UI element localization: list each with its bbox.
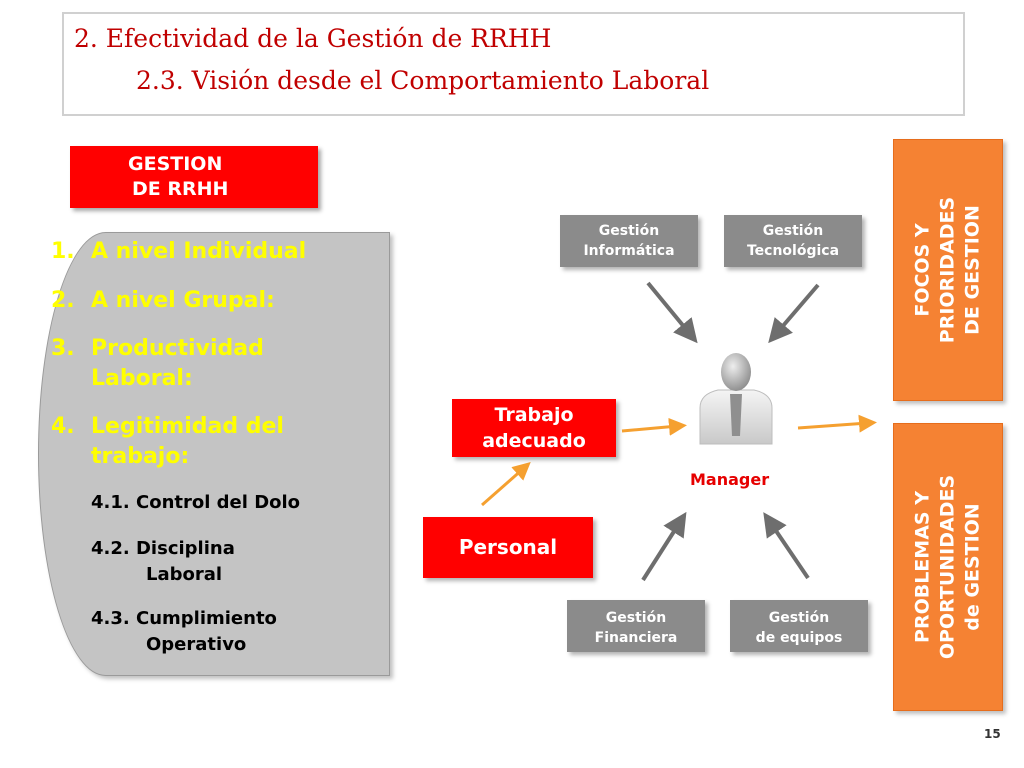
arrow-tecnologica-to-manager — [776, 285, 818, 334]
personal-box: Personal — [423, 517, 593, 578]
gestion-label-line1: GESTION — [128, 153, 223, 175]
arrow-financiera-to-manager — [643, 522, 680, 580]
manager-label: Manager — [690, 470, 770, 489]
gestion-financiera-box: Gestión Financiera — [567, 600, 705, 652]
manager-person-icon — [696, 350, 776, 446]
trabajo-adecuado-box: Trabajo adecuado — [452, 399, 616, 457]
arrow-equipos-to-manager — [770, 522, 808, 578]
gestion-tecnologica-box: Gestión Tecnológica — [724, 215, 862, 267]
arrow-manager-to-panels — [798, 423, 868, 428]
slide-title: 2. Efectividad de la Gestión de RRHH — [74, 24, 552, 53]
gestion-label-line2: DE RRHH — [132, 178, 229, 200]
gestion-informatica-box: Gestión Informática — [560, 215, 698, 267]
arrow-informatica-to-manager — [648, 283, 690, 334]
focos-prioridades-panel: FOCOS Y PRIORIDADES DE GESTION — [893, 139, 1003, 401]
problemas-oportunidades-panel: PROBLEMAS Y OPORTUNIDADES de GESTION — [893, 423, 1003, 711]
sub-list-item: 4.1. Control del Dolo — [91, 492, 301, 513]
levels-list-panel: 1. A nivel Individual 2. A nivel Grupal: 3. Productividad Laboral: 4. Legitimidad del trabajo: 4.1. Control del Dolo 4.2. Disciplina Laboral 4.3. Cumplimiento Operativo — [38, 232, 390, 676]
arrow-personal-to-trabajo — [482, 468, 524, 505]
slide-subtitle: 2.3. Visión desde el Comportamiento Laboral — [136, 66, 710, 95]
gestion-equipos-box: Gestión de equipos — [730, 600, 868, 652]
arrow-trabajo-to-manager — [622, 426, 678, 431]
page-number: 15 — [984, 727, 1001, 741]
